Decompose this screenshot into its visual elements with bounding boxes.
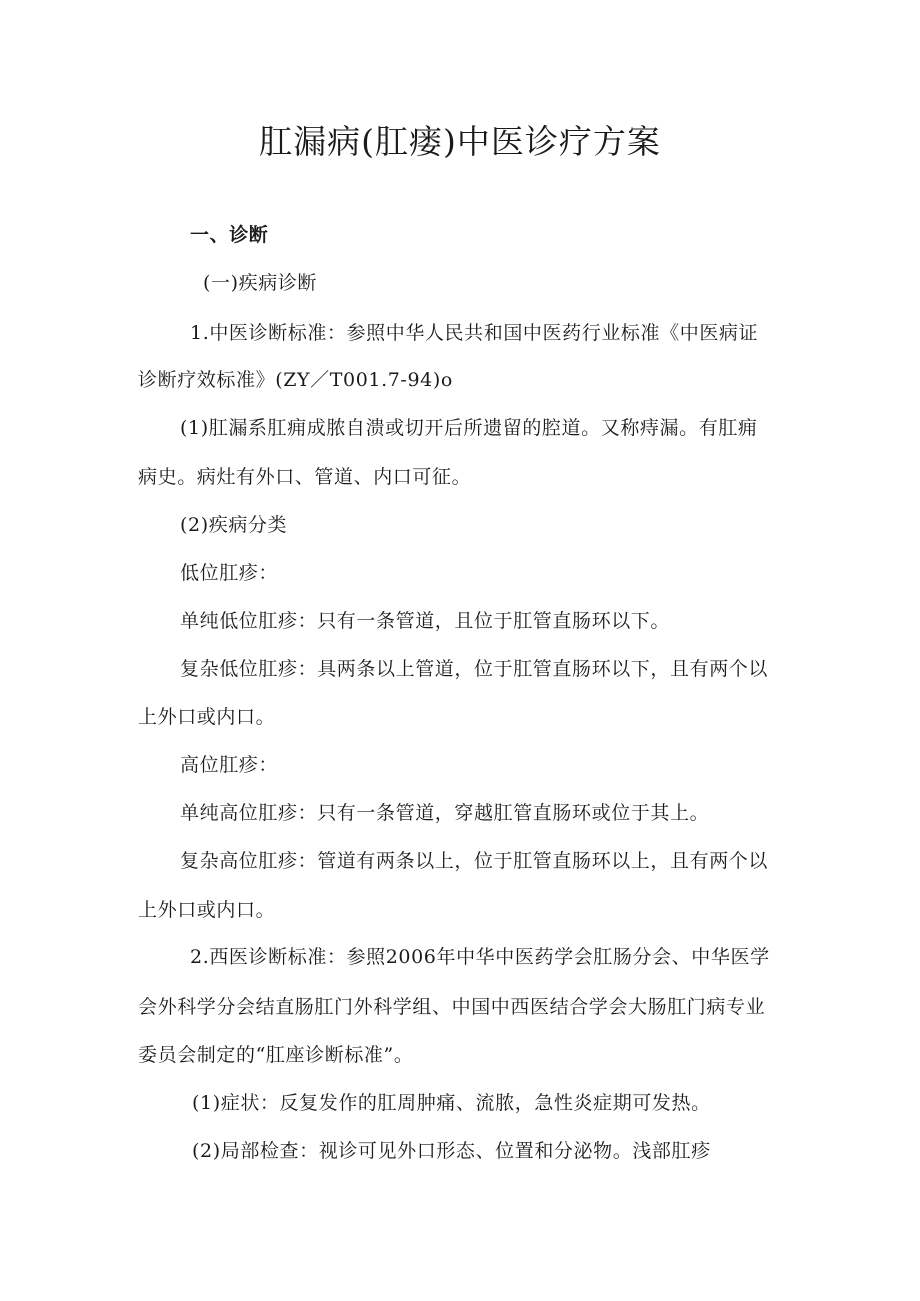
paragraph-line: 上外口或内口。 [138, 706, 276, 728]
paragraph-line: (2)局部检查：视诊可见外口形态、位置和分泌物。浅部肛疹 [192, 1140, 711, 1162]
subsection-heading-disease-diagnosis: (一)疾病诊断 [203, 272, 318, 294]
paragraph-line: 低位肛疹： [180, 562, 279, 584]
paragraph-line: 复杂高位肛疹：管道有两条以上，位于肛管直肠环以上，且有两个以 [180, 850, 769, 872]
paragraph-line: 复杂低位肛疹：具两条以上管道，位于肛管直肠环以下，且有两个以 [180, 658, 769, 680]
paragraph-line: 病史。病灶有外口、管道、内口可征。 [138, 466, 472, 488]
paragraph-line: 诊断疗效标准》(ZY／T001.7-94)o [138, 369, 453, 391]
paragraph-line: (1)症状：反复发作的肛周肿痛、流脓，急性炎症期可发热。 [192, 1092, 711, 1114]
document-title: 肛漏病(肛瘘)中医诊疗方案 [259, 122, 661, 161]
paragraph-line: 高位肛疹： [180, 754, 279, 776]
paragraph-line: (1)肛漏系肛痈成脓自溃或切开后所遗留的腔道。又称痔漏。有肛痈 [180, 417, 758, 439]
section-heading-diagnosis: 一、诊断 [190, 224, 269, 246]
paragraph-line: 会外科学分会结直肠肛门外科学组、中国中西医结合学会大肠肛门病专业 [138, 996, 766, 1018]
paragraph-line: 委员会制定的“肛座诊断标准”。 [138, 1044, 414, 1066]
paragraph-line: 1.中医诊断标准：参照中华人民共和国中医药行业标准《中医病证 [190, 322, 759, 344]
paragraph-line: 上外口或内口。 [138, 899, 276, 921]
paragraph-line: 单纯低位肛疹：只有一条管道，且位于肛管直肠环以下。 [180, 610, 671, 632]
paragraph-line: 单纯高位肛疹：只有一条管道，穿越肛管直肠环或位于其上。 [180, 802, 710, 824]
paragraph-line: 2.西医诊断标准：参照2006年中华中医药学会肛肠分会、中华医学 [190, 946, 770, 968]
paragraph-line: (2)疾病分类 [180, 514, 288, 536]
